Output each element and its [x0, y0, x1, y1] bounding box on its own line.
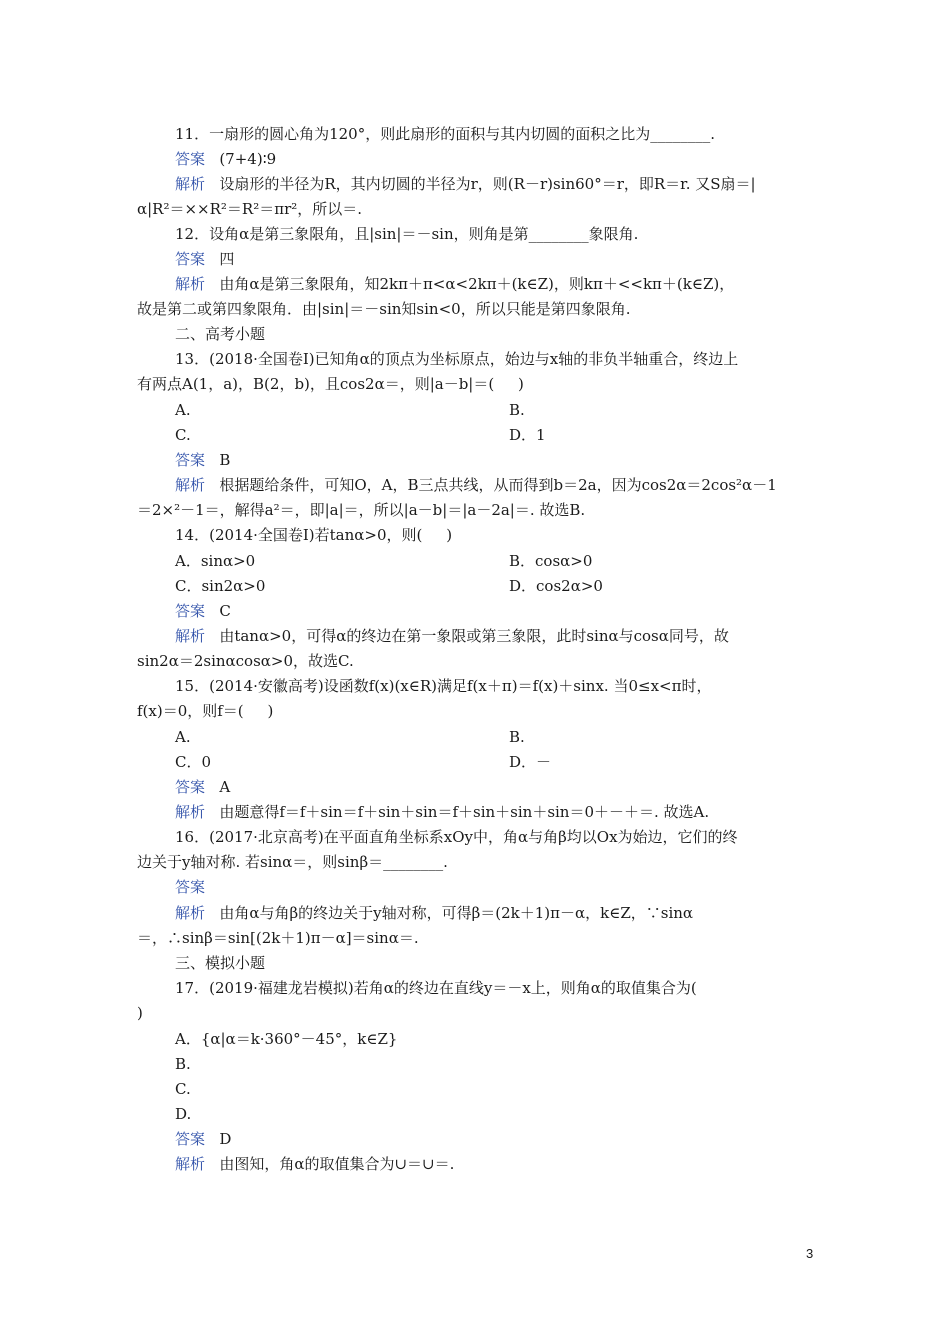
section-heading-gaokao: 二、高考小题 [175, 325, 266, 343]
q14-answer [175, 601, 231, 621]
q17-stem-line2: ) [137, 1004, 143, 1022]
q15-stem-line2: f(x)＝0，则f＝( ) [137, 702, 274, 720]
page-number: 3 [806, 1246, 814, 1261]
q12-stem: 12．设角α是第三象限角，且|sin|＝－sin，则角是第________象限角. [175, 225, 639, 243]
explanation-label: 解析 [175, 275, 206, 293]
answer-label: 答案 [175, 150, 206, 168]
q16-explanation-line1 [175, 903, 693, 923]
explanation-label: 解析 [175, 1155, 206, 1173]
section-heading-simulation: 三、模拟小题 [175, 954, 266, 972]
q13-option-a: A. [175, 401, 191, 419]
q14-explanation-line1 [175, 626, 729, 646]
answer-value: (7+4)∶9 [219, 150, 277, 168]
explanation-text: 由图知，角α的取值集合为∪＝∪＝. [219, 1155, 455, 1173]
answer-label: 答案 [175, 1130, 206, 1148]
q17-option-c: C. [175, 1080, 191, 1098]
answer-value: C [219, 602, 231, 620]
q13-explanation-line1 [175, 475, 777, 495]
q15-option-c: C．0 [175, 753, 212, 771]
q11-stem: 11．一扇形的圆心角为120°，则此扇形的面积与其内切圆的面积之比为________. [175, 125, 715, 143]
q13-answer [175, 450, 230, 470]
answer-value: D [219, 1130, 232, 1148]
q14-stem: 14．(2014·全国卷Ⅰ)若tanα>0，则( ) [175, 526, 453, 544]
explanation-label: 解析 [175, 627, 206, 645]
explanation-label: 解析 [175, 803, 206, 821]
q14-option-a: A．sinα>0 [175, 552, 256, 570]
q13-option-b: B. [509, 401, 525, 419]
explanation-label: 解析 [175, 175, 206, 193]
q17-option-d: D. [175, 1105, 192, 1123]
answer-label: 答案 [175, 250, 206, 268]
explanation-text: 由角α与角β的终边关于y轴对称，可得β＝(2k＋1)π－α，k∈Z，∵sinα [219, 904, 694, 922]
q17-option-a: A．{α|α＝k·360°－45°，k∈Z} [175, 1030, 398, 1048]
explanation-text: 由tanα>0，可得α的终边在第一象限或第三象限，此时sinα与cosα同号，故 [219, 627, 729, 645]
q17-explanation-line1 [175, 1154, 454, 1174]
answer-label: 答案 [175, 778, 206, 796]
answer-label: 答案 [175, 878, 206, 896]
q13-option-c: C. [175, 426, 191, 444]
answer-value: B [219, 451, 231, 469]
q14-option-d: D．cos2α>0 [509, 577, 603, 595]
explanation-label: 解析 [175, 904, 206, 922]
q15-stem-line1: 15．(2014·安徽高考)设函数f(x)(x∈R)满足f(x＋π)＝f(x)＋sinx. 当0≤x<π时， [175, 677, 712, 695]
q11-explanation-line2: α|R²＝××R²＝R²＝πr²，所以＝. [137, 200, 363, 218]
q11-explanation-line1 [175, 174, 756, 194]
q15-option-b: B. [509, 728, 525, 746]
q14-option-b: B．cosα>0 [509, 552, 593, 570]
q17-option-b: B. [175, 1055, 191, 1073]
q12-answer [175, 249, 234, 269]
answer-label: 答案 [175, 451, 206, 469]
explanation-text: 由角α是第三象限角，知2kπ＋π<α<2kπ＋(k∈Z)，则kπ＋<<kπ＋(k∈Z)， [219, 275, 735, 293]
q17-stem-line1: 17．(2019·福建龙岩模拟)若角α的终边在直线y＝－x上，则角α的取值集合为( [175, 979, 697, 997]
q13-option-d: D．1 [509, 426, 546, 444]
explanation-text: 设扇形的半径为R，其内切圆的半径为r，则(R－r)sin60°＝r，即R＝r. 又S扇＝| [219, 175, 756, 193]
q15-answer [175, 777, 230, 797]
q15-option-d: D．－ [509, 753, 552, 771]
q12-explanation-line2: 故是第二或第四象限角．由|sin|＝－sin知sin<0，所以只能是第四象限角. [137, 300, 631, 318]
q16-explanation-line2: ＝，∴sinβ＝sin[(2k＋1)π－α]＝sinα＝. [137, 929, 419, 947]
q16-stem-line1: 16．(2017·北京高考)在平面直角坐标系xOy中，角α与角β均以Ox为始边，它们的终 [175, 828, 738, 846]
explanation-text: 根据题给条件，可知O，A，B三点共线，从而得到b＝2a，因为cos2α＝2cos²α－1 [219, 476, 777, 494]
answer-value: A [219, 778, 231, 796]
q12-explanation-line1 [175, 274, 734, 294]
q11-answer [175, 149, 276, 169]
answer-label: 答案 [175, 602, 206, 620]
q17-answer [175, 1129, 231, 1149]
q15-explanation-line1 [175, 802, 709, 822]
answer-value: 四 [219, 250, 235, 268]
q13-stem-line2: 有两点A(1，a)，B(2，b)，且cos2α＝，则|a－b|＝( ) [137, 375, 524, 393]
q13-stem-line1: 13．(2018·全国卷Ⅰ)已知角α的顶点为坐标原点，始边与x轴的非负半轴重合，终边上 [175, 350, 739, 368]
q16-stem-line2: 边关于y轴对称. 若sinα＝，则sinβ＝________. [137, 853, 448, 871]
explanation-text: 由题意得f＝f＋sin＝f＋sin＋sin＝f＋sin＋sin＋sin＝0＋－＋＝. 故选A. [219, 803, 710, 821]
q14-option-c: C．sin2α>0 [175, 577, 266, 595]
q16-answer [175, 877, 205, 897]
explanation-label: 解析 [175, 476, 206, 494]
q13-explanation-line2: ＝2×²－1＝，解得a²＝，即|a|＝，所以|a－b|＝|a－2a|＝. 故选B. [137, 501, 586, 519]
q15-option-a: A. [175, 728, 191, 746]
q14-explanation-line2: sin2α＝2sinαcosα>0，故选C. [137, 652, 354, 670]
